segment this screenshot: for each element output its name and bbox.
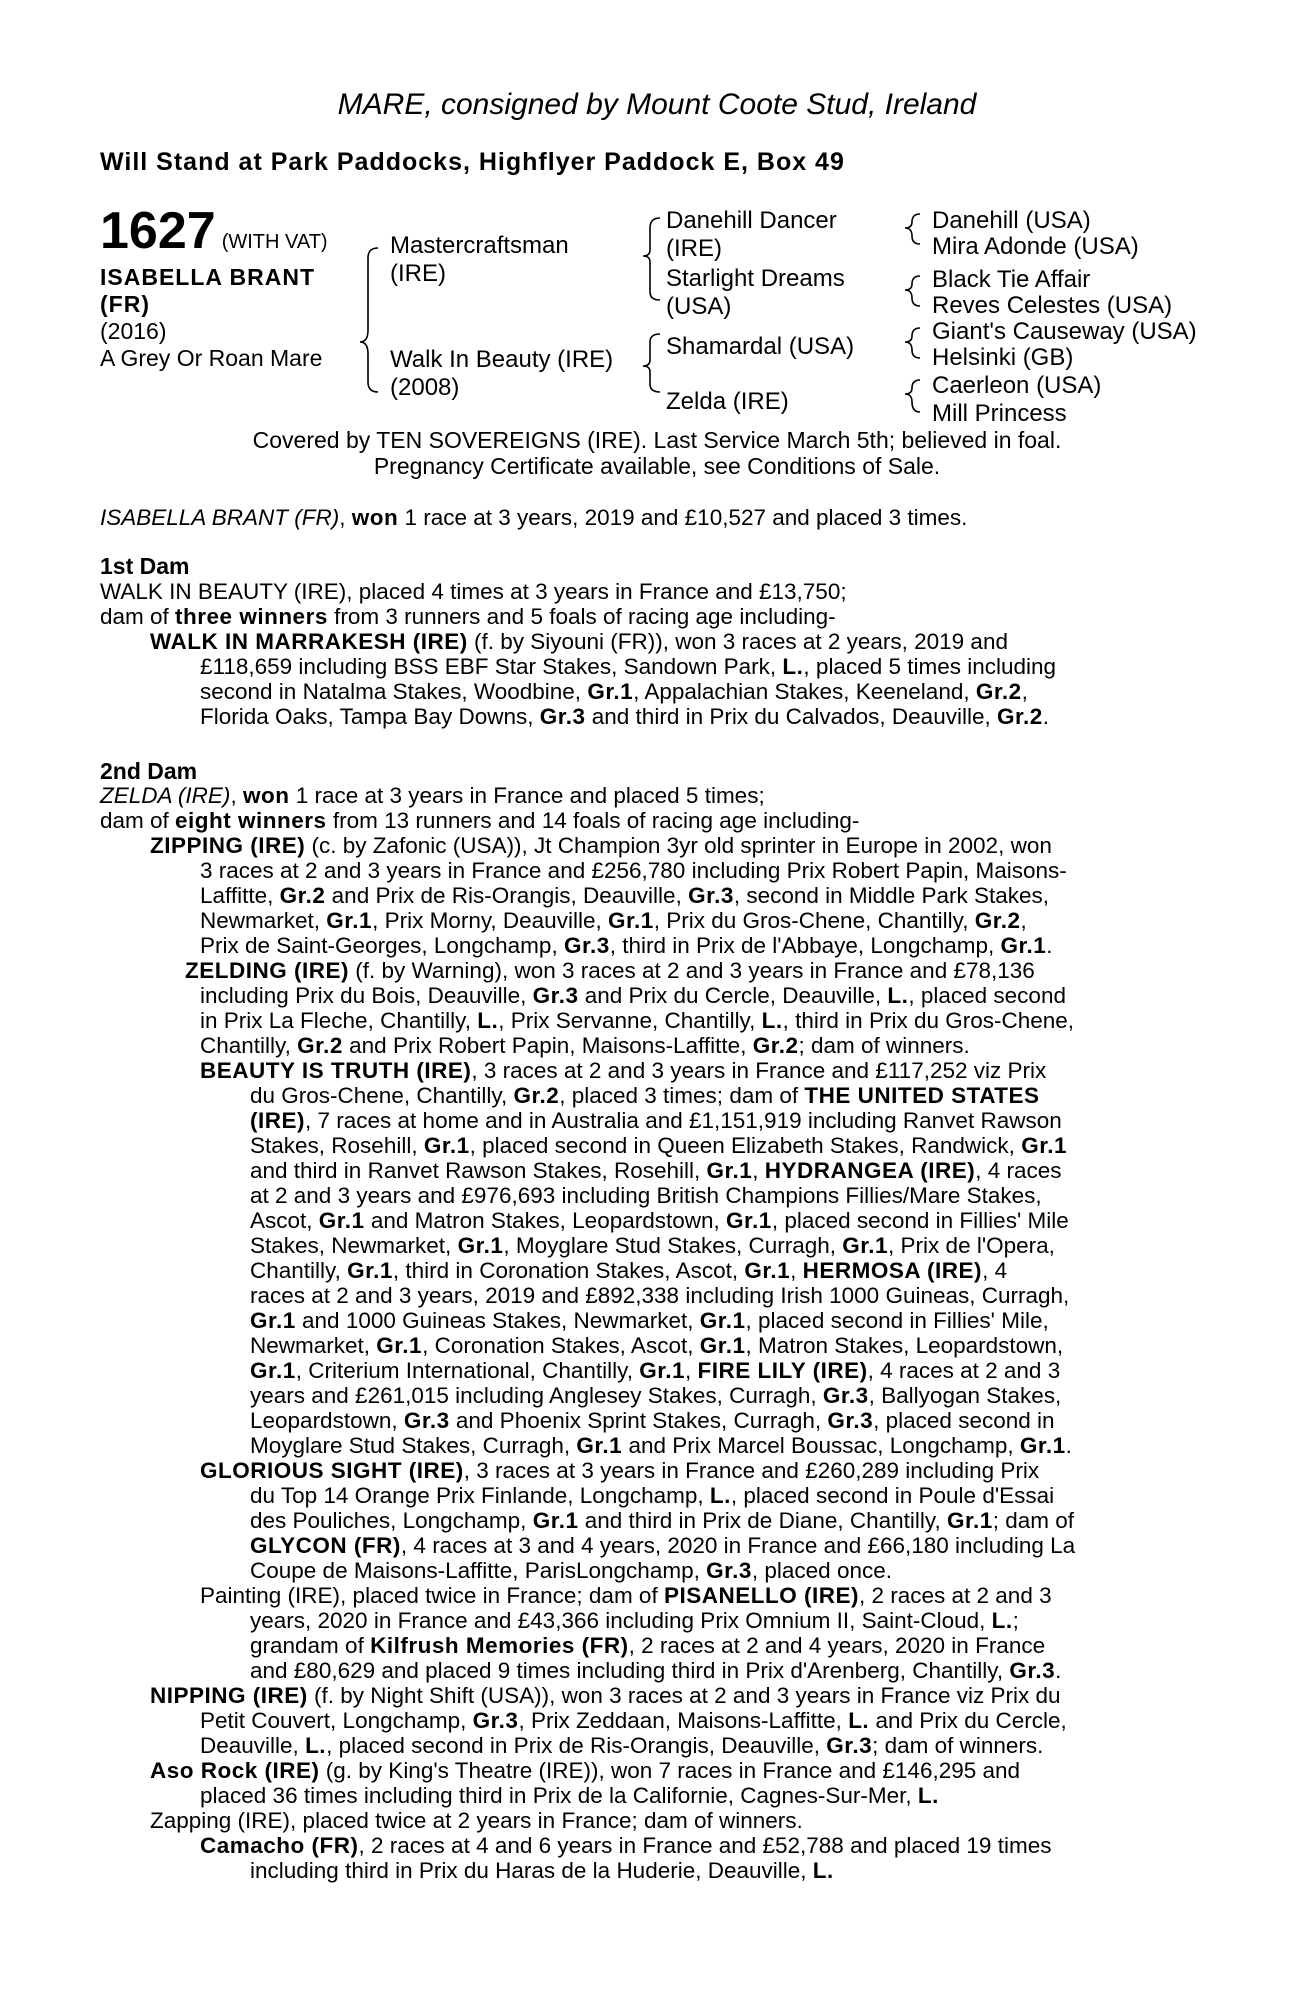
progeny-zapping: Zapping (IRE), placed twice at 2 years in France; dam of winners. [150,1808,803,1833]
ancestor-5: Giant's Causeway (USA) [932,318,1197,345]
progeny-zelding: ZELDING (IRE) (f. by Warning), won 3 races at 2 and 3 years in France and £78,136 including Prix du Bois, Deauville, Gr.3 and Prix du Cercle, Deauville, L., placed second in Prix La Fleche, Chantilly, L., Prix Servanne, Chantilly, L., third in Prix du Gros-Chene, Chantilly, Gr.2 and Prix Robert Papin, Maisons-Laffitte, Gr.2; dam of winners. [185,958,1075,1058]
progeny-glorious-sight: GLORIOUS SIGHT (IRE), 3 races at 3 years in France and £260,289 including Prix du Top 14 Orange Prix Finlande, Longchamp, L., placed second in Poule d'Essai des Pouliches, Longchamp, Gr.1 and third in Prix de Diane, Chantilly, Gr.1; dam of GLYCON (FR), 4 races at 3 and 4 years, 2020 in France and £66,180 including La Coupe de Maisons-Laffitte, ParisLongchamp, Gr.3, placed once. [200,1458,1076,1583]
dam: Walk In Beauty (IRE) (2008) [390,346,614,401]
consignor-line: MARE, consigned by Mount Coote Stud, Ireland [337,88,977,121]
first-dam-text: WALK IN BEAUTY (IRE), placed 4 times at 3 years in France and £13,750; dam of three winners from 3 runners and 5 foals of racing age including- [100,579,847,629]
ancestor-4: Reves Celestes (USA) [932,292,1173,319]
progeny-zipping: ZIPPING (IRE) (c. by Zafonic (USA)), Jt Champion 3yr old sprinter in Europe in 2002, won 3 races at 2 and 3 years in France and £256,780 including Prix Robert Papin, Maisons- Laffitte, Gr.2 and Prix de Ris-Orangis, Deauville, Gr.3, second in Middle Park Stakes, Newmarket, Gr.1, Prix Morny, Deauville, Gr.1, Prix du Gros-Chene, Chantilly, Gr.2, Prix de Saint-Georges, Longchamp, Gr.3, third in Prix de l'Abbaye, Longchamp, Gr.1. [150,833,1067,958]
progeny-nipping: NIPPING (IRE) (f. by Night Shift (USA)), won 3 races at 2 and 3 years in France viz Prix du Petit Couvert, Longchamp, Gr.3, Prix Zeddaan, Maisons-Laffitte, L. and Prix du Cercle, Deauville, L., placed second in Prix de Ris-Orangis, Deauville, Gr.3; dam of winners. [150,1683,1067,1758]
ancestor-7: Caerleon (USA) [932,372,1102,399]
horse-country: (FR) [100,291,150,317]
sire: Mastercraftsman (IRE) [390,232,569,287]
ancestor-1: Danehill (USA) [932,207,1091,234]
covered-note: Covered by TEN SOVEREIGNS (IRE). Last Service March 5th; believed in foal. Pregnancy Certificate available, see Conditions of Sale. [252,427,1062,479]
ancestor-6: Helsinki (GB) [932,344,1074,371]
progeny-beauty-is-truth: BEAUTY IS TRUTH (IRE), 3 races at 2 and 3 years in France and £117,252 viz Prix du Gros-Chene, Chantilly, Gr.2, placed 3 times; dam of THE UNITED STATES (IRE), 7 races at home and in Australia and £1,151,919 including Ranvet Rawson Stakes, Rosehill, Gr.1, placed second in Queen Elizabeth Stakes, Randwick, Gr.1 and third in Ranvet Rawson Stakes, Rosehill, Gr.1, HYDRANGEA (IRE), 4 races at 2 and 3 years and £976,693 including British Champions Fillies/Mare Stakes, Ascot, Gr.1 and Matron Stakes, Leopardstown, Gr.1, placed second in Fillies' Mile Stakes, Newmarket, Gr.1, Moyglare Stud Stakes, Curragh, Gr.1, Prix de l'Opera, Chantilly, Gr.1, third in Coronation Stakes, Ascot, Gr.1, HERMOSA (IRE), 4 races at 2 and 3 years, 2019 and £892,338 including Irish 1000 Guineas, Curragh, Gr.1 and 1000 Guineas Stakes, Newmarket, Gr.1, placed second in Fillies' Mile, Newmarket, Gr.1, Coronation Stakes, Ascot, Gr.1, Matron Stakes, Leopardstown, Gr.1, Criterium International, Chantilly, Gr.1, FIRE LILY (IRE), 4 races at 2 and 3 years and £261,015 including Anglesey Stakes, Curragh, Gr.3, Ballyogan Stakes, Leopardstown, Gr.3 and Phoenix Sprint Stakes, Curragh, Gr.3, placed second in Moyglare Stud Stakes, Curragh, Gr.1 and Prix Marcel Boussac, Longchamp, Gr.1. [200,1058,1072,1458]
ancestor-2: Mira Adonde (USA) [932,233,1139,260]
second-dam-heading: 2nd Dam [100,758,198,784]
horse-description: A Grey Or Roan Mare [100,345,323,371]
ancestor-8: Mill Princess [932,400,1067,427]
stand-line: Will Stand at Park Paddocks, Highflyer Paddock E, Box 49 [100,148,845,176]
vat-label: (WITH VAT) [221,231,328,253]
progeny-aso-rock: Aso Rock (IRE) (g. by King's Theatre (IRE)), won 7 races in France and £146,295 and placed 36 times including third in Prix de la Californie, Cagnes-Sur-Mer, L. [150,1758,1021,1808]
progeny-walk-in-marrakesh: WALK IN MARRAKESH (IRE) (f. by Siyouni (FR)), won 3 races at 2 years, 2019 and £118,659 including BSS EBF Star Stakes, Sandown Park, L., placed 5 times including second in Natalma Stakes, Woodbine, Gr.1, Appalachian Stakes, Keeneland, Gr.2, Florida Oaks, Tampa Bay Downs, Gr.3 and third in Prix du Calvados, Deauville, Gr.2. [150,629,1057,729]
race-record: ISABELLA BRANT (FR), won 1 race at 3 years, 2019 and £10,527 and placed 3 times. [100,505,968,530]
progeny-camacho: Camacho (FR), 2 races at 4 and 6 years in France and £52,788 and placed 19 times including third in Prix du Haras de la Huderie, Deauville, L. [200,1833,1052,1883]
ancestor-3: Black Tie Affair [932,266,1091,293]
horse-name: ISABELLA BRANT [100,264,316,290]
first-dam-heading: 1st Dam [100,553,190,579]
dam-dam: Zelda (IRE) [666,388,789,415]
progeny-painting: Painting (IRE), placed twice in France; dam of PISANELLO (IRE), 2 races at 2 and 3 years, 2020 in France and £43,366 including Prix Omnium II, Saint-Cloud, L.; grandam of Kilfrush Memories (FR), 2 races at 2 and 4 years, 2020 in France and £80,629 and placed 9 times including third in Prix d'Arenberg, Chantilly, Gr.3. [200,1583,1062,1683]
sire-sire: Danehill Dancer (IRE) [666,207,837,262]
dam-sire: Shamardal (USA) [666,333,855,360]
lot-number: 1627 (WITH VAT) [100,202,328,260]
second-dam-text: ZELDA (IRE), won 1 race at 3 years in France and placed 5 times; dam of eight winners from 13 runners and 14 foals of racing age including- [100,783,860,833]
sire-dam: Starlight Dreams (USA) [666,265,845,320]
horse-year: (2016) [100,318,167,344]
pedigree-braces [0,0,1314,440]
